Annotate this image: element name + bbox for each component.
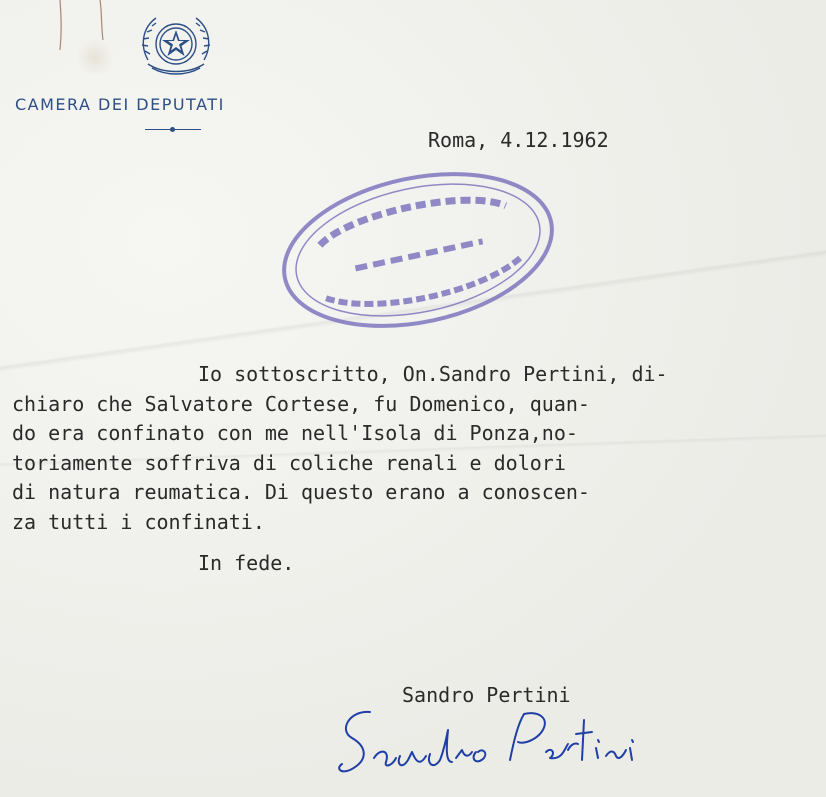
italian-republic-emblem-icon [138,10,214,82]
date-line: Roma, 4.12.1962 [428,128,609,152]
organization-name: CAMERA DEI DEPUTATI [15,95,225,114]
body-line: di natura reumatica. Di questo erano a conoscen- [12,480,590,504]
letter-body [12,360,668,537]
closing: In fede. [198,551,295,575]
body-line: za tutti i confinati. [12,509,265,534]
body-line: do era confinato con me nell'Isola di Ponza,no- [12,421,578,445]
body-line: Io sottoscritto, On.Sandro Pertini, di- [198,362,668,386]
oval-rubber-stamp-icon [268,150,568,350]
body-line: chiaro che Salvatore Cortese, fu Domenico, quan- [12,391,590,416]
body-line: toriamente soffriva di coliche renali e dolori [12,450,566,475]
letterhead-divider-dot [170,127,175,132]
handwritten-signature-icon [330,700,710,790]
typed-signatory-name: Sandro Pertini [402,683,571,707]
letterhead [0,0,360,140]
